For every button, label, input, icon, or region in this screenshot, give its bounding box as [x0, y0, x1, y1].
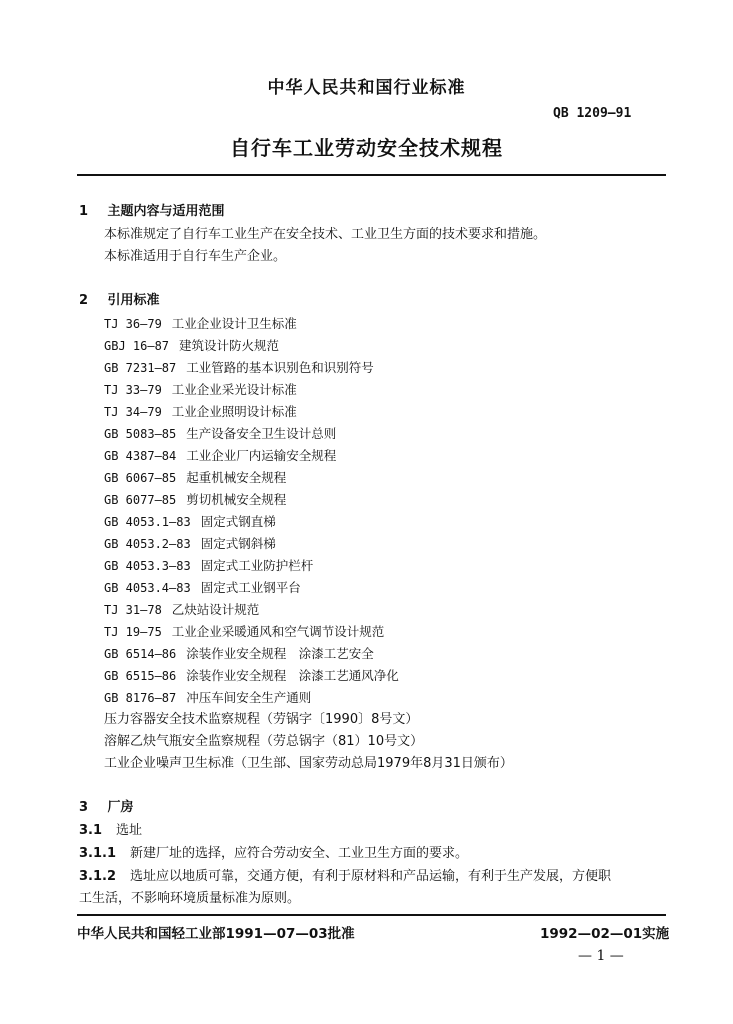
effective-date: 1992—02—01实施: [540, 926, 670, 942]
section-number: 1: [79, 204, 89, 219]
reference-code: GB 4053.4—83: [104, 581, 191, 595]
reference-name: 工业企业厂内运输安全规程: [186, 448, 337, 463]
document-title: 自行车工业劳动安全技术规程: [230, 136, 503, 160]
reference-name: 起重机械安全规程: [186, 470, 287, 485]
reference-name: 工业管路的基本识别色和识别符号: [186, 360, 374, 375]
reference-item: [104, 445, 513, 467]
clause-3-1-2-continued: 工生活，不影响环境质量标准为原则。: [79, 891, 301, 906]
referenced-standards-list: [104, 313, 513, 775]
reference-item: [104, 423, 513, 445]
reference-item: [104, 335, 513, 357]
reference-name: 固定式工业防护栏杆: [200, 558, 314, 573]
reference-item: [104, 577, 513, 599]
reference-name: 剪切机械安全规程: [186, 492, 287, 507]
reference-code: GB 6514—86: [104, 647, 177, 661]
reference-name: 工业企业采暖通风和空气调节设计规范: [171, 624, 385, 639]
subsection-title: 选址: [116, 823, 143, 838]
section-2-heading: [79, 289, 160, 308]
reference-name: 冲压车间安全生产通则: [186, 690, 312, 705]
regulation-item: 工业企业噪声卫生标准（卫生部、国家劳动总局1979年8月31日颁布）: [104, 756, 513, 771]
reference-item: [104, 489, 513, 511]
reference-code: TJ 33—79: [104, 383, 162, 397]
reference-code: TJ 34—79: [104, 405, 162, 419]
reference-item: [104, 379, 513, 401]
reference-code: TJ 31—78: [104, 603, 162, 617]
section-title: 引用标准: [107, 293, 160, 308]
reference-code: GB 4053.1—83: [104, 515, 191, 529]
page-number: — 1 —: [578, 948, 624, 964]
reference-item: [104, 555, 513, 577]
reference-name: 固定式钢斜梯: [200, 536, 276, 551]
regulation-item: 溶解乙炔气瓶安全监察规程（劳总锅字（81）10号文）: [104, 734, 424, 749]
section-3-heading: [79, 796, 134, 815]
reference-name: 工业企业设计卫生标准: [171, 316, 297, 331]
clause-number: 3.1.1: [79, 846, 117, 861]
section-title: 厂房: [107, 800, 134, 815]
reference-item: [104, 665, 513, 687]
reference-item: [104, 313, 513, 335]
subsection-3-1: [79, 820, 142, 842]
reference-code: GB 4053.2—83: [104, 537, 191, 551]
clause-text-line-1: 选址应以地质可靠，交通方便，有利于原材料和产品运输，有利于生产发展，方便职: [130, 869, 612, 884]
reference-item: [104, 357, 513, 379]
reference-item: [104, 401, 513, 423]
regulation-item: 压力容器安全技术监察规程（劳锅字〔1990〕8号文）: [104, 712, 419, 727]
header-divider: [77, 174, 666, 176]
reference-item: [104, 533, 513, 555]
reference-name: 涂装作业安全规程 涂漆工艺安全: [186, 646, 374, 661]
clause-3-1-1: [79, 843, 468, 865]
reference-code: GB 5083—85: [104, 427, 177, 441]
reference-item: [104, 687, 513, 709]
reference-name: 生产设备安全卫生设计总则: [186, 426, 337, 441]
reference-name: 涂装作业安全规程 涂漆工艺通风净化: [186, 668, 399, 683]
reference-code: GB 6077—85: [104, 493, 177, 507]
section-1-paragraph-2: 本标准适用于自行车生产企业。: [104, 249, 287, 264]
reference-name: 乙炔站设计规范: [171, 602, 260, 617]
section-number: 2: [79, 293, 89, 308]
subsection-number: 3.1: [79, 823, 103, 838]
reference-code: GB 6067—85: [104, 471, 177, 485]
section-title: 主题内容与适用范围: [107, 204, 225, 219]
reference-code: TJ 36—79: [104, 317, 162, 331]
reference-name: 建筑设计防火规范: [179, 338, 280, 353]
section-1-paragraph-1: 本标准规定了自行车工业生产在安全技术、工业卫生方面的技术要求和措施。: [104, 227, 547, 242]
reference-item: [104, 643, 513, 665]
footer-divider: [77, 914, 666, 916]
reference-code: TJ 19—75: [104, 625, 162, 639]
section-number: 3: [79, 800, 89, 815]
reference-code: GB 8176—87: [104, 691, 177, 705]
reference-name: 工业企业采光设计标准: [171, 382, 297, 397]
reference-code: GBJ 16—87: [104, 339, 170, 353]
reference-code: GB 4387—84: [104, 449, 177, 463]
reference-item: [104, 511, 513, 533]
standard-code: QB 1209—91: [553, 106, 632, 121]
reference-code: GB 6515—86: [104, 669, 177, 683]
reference-code: GB 4053.3—83: [104, 559, 191, 573]
reference-name: 工业企业照明设计标准: [171, 404, 297, 419]
approval-statement: 中华人民共和国轻工业部1991—07—03批准: [77, 926, 355, 942]
section-1-heading: [79, 200, 225, 219]
reference-item: [104, 621, 513, 643]
clause-text: 新建厂址的选择，应符合劳动安全、工业卫生方面的要求。: [130, 846, 469, 861]
reference-name: 固定式工业钢平台: [200, 580, 301, 595]
standard-category: 中华人民共和国行业标准: [267, 78, 466, 98]
clause-3-1-2: [79, 866, 611, 888]
reference-item: [104, 599, 513, 621]
clause-number: 3.1.2: [79, 869, 117, 884]
reference-name: 固定式钢直梯: [200, 514, 276, 529]
reference-item: [104, 467, 513, 489]
reference-code: GB 7231—87: [104, 361, 177, 375]
